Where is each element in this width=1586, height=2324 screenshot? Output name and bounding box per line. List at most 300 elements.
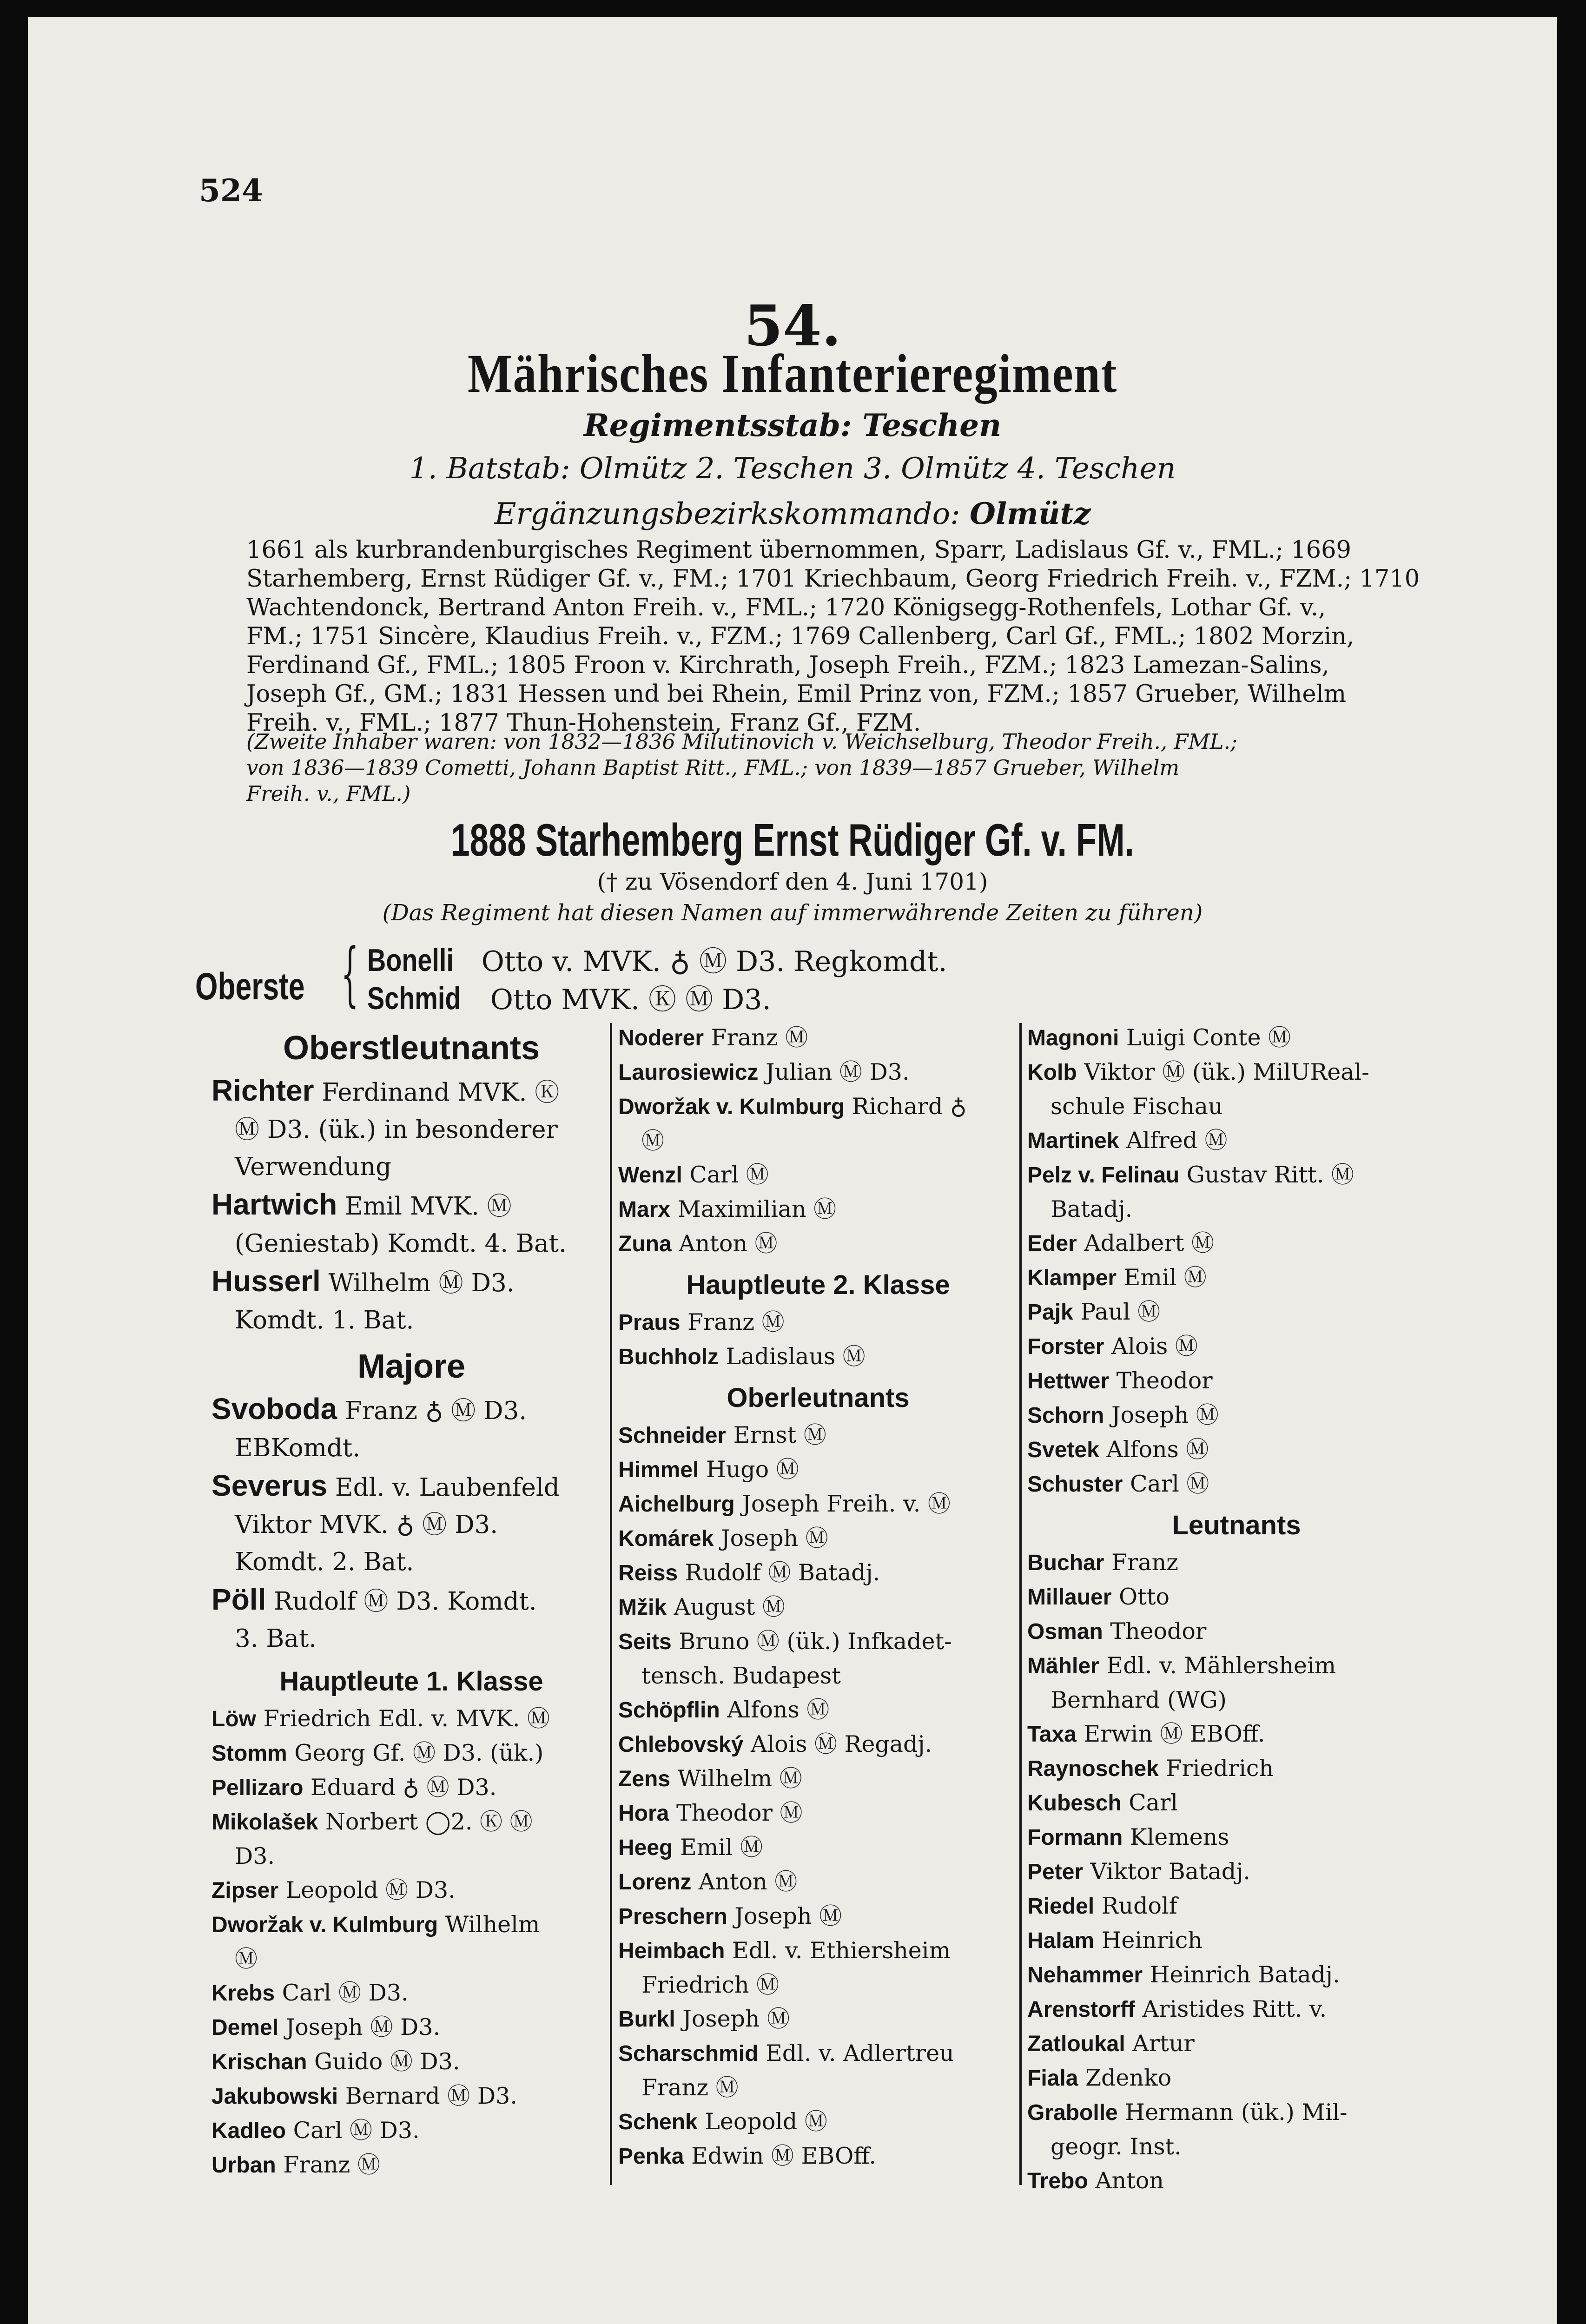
entry-line bbox=[618, 1796, 1018, 1830]
entry-line bbox=[211, 1072, 611, 1111]
officer-details: Carl bbox=[1129, 1789, 1178, 1816]
officer-details: Joseph Freih. v. Ⓜ bbox=[742, 1491, 951, 1517]
officer-details: Anton Ⓜ bbox=[679, 1230, 778, 1257]
officer-details: Ladislaus Ⓜ bbox=[726, 1343, 866, 1370]
officer-details: Viktor Batadj. bbox=[1090, 1858, 1250, 1885]
entry-line bbox=[1027, 1751, 1446, 1786]
entry-line bbox=[618, 2105, 1018, 2139]
entry-line bbox=[1027, 1580, 1446, 1614]
entry-line bbox=[618, 1418, 1018, 1452]
entry-line bbox=[618, 1452, 1018, 1487]
entry-line bbox=[211, 2045, 611, 2079]
officer-details: Heinrich Batadj. bbox=[1150, 1961, 1340, 1988]
officer-name: Mähler bbox=[1027, 1654, 1099, 1678]
officer-entry bbox=[1027, 1614, 1446, 1649]
officer-entry bbox=[211, 1908, 611, 1976]
regimental-staff: Regimentsstab: Teschen bbox=[583, 407, 1002, 443]
officer-entry bbox=[618, 1556, 1018, 1590]
officer-details: Otto MVK. Ⓚ Ⓜ D3. bbox=[490, 984, 771, 1016]
officer-name: Schöpflin bbox=[618, 1698, 720, 1723]
officer-entry bbox=[618, 1521, 1018, 1556]
entry-line bbox=[211, 2010, 611, 2045]
officer-details: Klemens bbox=[1130, 1824, 1229, 1850]
officer-details: Alois Ⓜ bbox=[1111, 1333, 1198, 1360]
entry-line bbox=[618, 1762, 1018, 1796]
officer-name: Heeg bbox=[618, 1835, 673, 1860]
entry-line bbox=[618, 1865, 1018, 1899]
entry-line bbox=[618, 1693, 1018, 1727]
officer-entry bbox=[618, 1796, 1018, 1830]
officer-name: Zatloukal bbox=[1027, 2032, 1125, 2056]
entry-continuation: Viktor MVK. ♁ Ⓜ D3. bbox=[235, 1511, 498, 1539]
officer-details: Emil Ⓜ bbox=[1123, 1264, 1207, 1291]
officer-entry bbox=[1027, 1958, 1446, 1992]
recruiting-command bbox=[28, 496, 1557, 531]
officer-name: Marx bbox=[618, 1197, 671, 1222]
entry-line bbox=[618, 1556, 1018, 1590]
entry-line bbox=[618, 1055, 1018, 1089]
rank-heading: Leutnants bbox=[1172, 1510, 1301, 1540]
officer-details: Alfons Ⓜ bbox=[727, 1697, 830, 1723]
officer-entry bbox=[618, 1830, 1018, 1865]
rank-heading: Oberstleutnants bbox=[283, 1030, 540, 1067]
officer-details: Luigi Conte Ⓜ bbox=[1126, 1024, 1291, 1051]
regiment-name-note: (Das Regiment hat diesen Namen auf immerwährende Zeiten zu führen) bbox=[382, 900, 1203, 926]
entry-line bbox=[1027, 2095, 1446, 2130]
officer-entry bbox=[618, 2002, 1018, 2036]
officer-entry bbox=[211, 1390, 611, 1467]
officer-details: Leopold Ⓜ D3. bbox=[285, 1877, 456, 1903]
officer-details: Edl. v. Adlertreu bbox=[766, 2040, 954, 2067]
entry-line bbox=[211, 1467, 611, 1506]
officer-entry bbox=[618, 2036, 1018, 2105]
officer-name: Eder bbox=[1027, 1231, 1077, 1256]
officer-name: Krischan bbox=[211, 2050, 307, 2074]
entry-continuation: EBKomdt. bbox=[235, 1434, 361, 1462]
officer-name: Taxa bbox=[1027, 1722, 1077, 1747]
officer-details: Friedrich Edl. v. MVK. Ⓜ bbox=[263, 1705, 550, 1732]
officer-name: Hartwich bbox=[211, 1188, 337, 1221]
officer-entry bbox=[618, 1192, 1018, 1227]
entry-continuation: Komdt. 1. Bat. bbox=[235, 1306, 414, 1334]
officer-entry bbox=[211, 2010, 611, 2045]
entry-line bbox=[211, 1186, 611, 1225]
entry-continuation: Bernhard (WG) bbox=[1051, 1687, 1227, 1713]
officer-name: Dworžak v. Kulmburg bbox=[618, 1095, 845, 1119]
officer-name: Arenstorff bbox=[1027, 1997, 1136, 2022]
officer-name: Chlebovský bbox=[618, 1732, 744, 1757]
officer-details: Joseph Ⓜ D3. bbox=[285, 2014, 441, 2040]
column-divider bbox=[1019, 1023, 1022, 2185]
entry-line bbox=[1027, 1923, 1446, 1958]
officer-name: Laurosiewicz bbox=[618, 1060, 759, 1085]
officer-entry bbox=[1027, 1158, 1446, 1226]
officer-name: Schuster bbox=[1027, 1472, 1123, 1497]
officer-name: Komárek bbox=[618, 1526, 714, 1551]
officer-entry bbox=[618, 1865, 1018, 1899]
officer-name: Burkl bbox=[618, 2007, 675, 2032]
officer-details: Franz ♁ Ⓜ D3. bbox=[345, 1397, 527, 1425]
second-owners-line: von 1836—1839 Cometti, Johann Baptist Ritt., FML.; von 1839—1857 Grueber, Wilhelm bbox=[246, 755, 1180, 780]
entry-continuation: Ⓜ D3. (ük.) in besonderer bbox=[235, 1116, 558, 1144]
entry-line bbox=[211, 1390, 611, 1430]
entry-line bbox=[211, 1736, 611, 1770]
officer-details: Edl. v. Ethiersheim bbox=[732, 1937, 951, 1964]
officer-details: Aristides Ritt. v. bbox=[1142, 1996, 1327, 2022]
officer-name: Nehammer bbox=[1027, 1963, 1143, 1987]
officer-details: Friedrich bbox=[1166, 1755, 1274, 1782]
officer-name: Hora bbox=[618, 1801, 669, 1826]
officer-name: Heimbach bbox=[618, 1939, 725, 1963]
officer-details: Alois Ⓜ Regadj. bbox=[751, 1731, 932, 1757]
officer-name: Halam bbox=[1027, 1928, 1095, 1953]
officer-name: Formann bbox=[1027, 1825, 1123, 1850]
officer-details: Edwin Ⓜ EBOff. bbox=[691, 2143, 876, 2169]
entry-line bbox=[211, 1908, 611, 1942]
entry-continuation: Ⓜ bbox=[235, 1946, 258, 1972]
entry-line bbox=[1027, 1433, 1446, 1467]
entry-line bbox=[618, 1521, 1018, 1556]
entry-line bbox=[1027, 1467, 1446, 1501]
entry-line bbox=[618, 1158, 1018, 1192]
officer-name: Svetek bbox=[1027, 1438, 1099, 1462]
officer-name: Raynoschek bbox=[1027, 1756, 1159, 1781]
entry-continuation: 3. Bat. bbox=[235, 1624, 317, 1653]
officer-entry bbox=[618, 1227, 1018, 1261]
officer-details: Wilhelm Ⓜ bbox=[677, 1765, 802, 1792]
officer-entry bbox=[211, 1072, 611, 1186]
officer-details: Emil MVK. Ⓜ bbox=[345, 1192, 512, 1221]
officer-details: Georg Gf. Ⓜ D3. (ük.) bbox=[294, 1740, 544, 1766]
officer-entry bbox=[618, 1590, 1018, 1624]
roster-column-2 bbox=[618, 1021, 1018, 2173]
officer-name: Husserl bbox=[211, 1264, 321, 1298]
officer-entry bbox=[618, 2139, 1018, 2173]
entry-continuation: schule Fischau bbox=[1051, 1093, 1223, 1120]
officer-details: Gustav Ritt. Ⓜ bbox=[1186, 1162, 1354, 1188]
officer-entry bbox=[1027, 1992, 1446, 2027]
officer-entry bbox=[1027, 1580, 1446, 1614]
entry-line bbox=[618, 1089, 1018, 1124]
officer-entry bbox=[211, 1702, 611, 1736]
officer-entry bbox=[618, 1727, 1018, 1762]
officer-details: Franz Ⓜ bbox=[711, 1024, 808, 1051]
officer-entry bbox=[1027, 1329, 1446, 1364]
officer-entry bbox=[1027, 1545, 1446, 1580]
officer-details: Joseph Ⓜ bbox=[682, 2006, 790, 2032]
officer-details: Norbert ◯2. Ⓚ Ⓜ bbox=[325, 1809, 533, 1835]
officer-name: Pellizaro bbox=[211, 1776, 304, 1800]
officer-entry bbox=[211, 1186, 611, 1262]
officer-entry bbox=[618, 1418, 1018, 1452]
owner-death-note: († zu Vösendorf den 4. Juni 1701) bbox=[597, 868, 988, 895]
officer-name: Mikolašek bbox=[211, 1810, 318, 1835]
entry-line bbox=[618, 2036, 1018, 2071]
rank-heading: Hauptleute 1. Klasse bbox=[279, 1666, 543, 1697]
officer-details: Erwin Ⓜ EBOff. bbox=[1084, 1721, 1265, 1747]
officer-details: Theodor bbox=[1116, 1367, 1213, 1394]
entry-continuation: Ⓜ bbox=[641, 1128, 665, 1154]
entry-line bbox=[211, 1976, 611, 2010]
officer-name: Bonelli bbox=[367, 943, 454, 978]
officer-entry bbox=[1027, 1295, 1446, 1329]
officer-details: Paul Ⓜ bbox=[1080, 1299, 1161, 1325]
entry-line bbox=[1027, 2164, 1446, 2198]
officer-entry bbox=[211, 1976, 611, 2010]
officer-entry bbox=[618, 1089, 1018, 1158]
officer-entry bbox=[618, 1340, 1018, 1374]
officer-details: Edl. v. Mählersheim bbox=[1106, 1652, 1336, 1679]
officer-entry bbox=[1027, 1649, 1446, 1717]
officer-entry bbox=[618, 1055, 1018, 1089]
officer-details: Richard ♁ bbox=[852, 1093, 967, 1120]
officer-entry bbox=[211, 1581, 611, 1657]
officer-details: Leopold Ⓜ bbox=[705, 2108, 827, 2135]
entry-line bbox=[211, 1770, 611, 1805]
officer-details: Anton bbox=[1095, 2167, 1164, 2194]
history-line: 1661 als kurbrandenburgisches Regiment übernommen, Sparr, Ladislaus Gf. v., FML.; 1669 bbox=[246, 536, 1351, 564]
entry-line bbox=[211, 1873, 611, 1908]
officer-name: Schenk bbox=[618, 2110, 698, 2134]
officer-name: Demel bbox=[211, 2015, 279, 2040]
entry-line bbox=[618, 1192, 1018, 1227]
officer-details: Adalbert Ⓜ bbox=[1084, 1230, 1214, 1256]
officer-entry bbox=[211, 2079, 611, 2113]
officer-name: Fiala bbox=[1027, 2066, 1078, 2091]
officer-details: Eduard ♁ Ⓜ D3. bbox=[311, 1774, 497, 1801]
officer-name: Buchar bbox=[1027, 1551, 1104, 1575]
rank-heading: Majore bbox=[357, 1348, 466, 1385]
officer-name: Buchholz bbox=[618, 1345, 719, 1369]
history-line: Freih. v., FML.; 1877 Thun-Hohenstein, Franz Gf., FZM. bbox=[246, 709, 921, 737]
officer-name: Pöll bbox=[211, 1583, 266, 1616]
officer-entry bbox=[211, 1736, 611, 1770]
officer-entry bbox=[618, 1762, 1018, 1796]
officer-details: Carl Ⓜ D3. bbox=[293, 2117, 420, 2144]
rank-heading: Hauptleute 2. Klasse bbox=[686, 1270, 950, 1300]
officer-name: Richter bbox=[211, 1074, 314, 1107]
officer-name: Hettwer bbox=[1027, 1369, 1110, 1393]
officer-details: Franz Ⓜ bbox=[687, 1309, 785, 1335]
entry-line bbox=[1027, 1855, 1446, 1889]
officer-entry bbox=[1027, 2095, 1446, 2164]
officer-entry bbox=[1027, 1364, 1446, 1398]
entry-line bbox=[1027, 1261, 1446, 1295]
entry-line bbox=[1027, 1398, 1446, 1433]
officer-details: Alfons Ⓜ bbox=[1106, 1436, 1209, 1463]
officer-entry bbox=[1027, 1433, 1446, 1467]
officer-entry bbox=[211, 2045, 611, 2079]
entry-line bbox=[1027, 1649, 1446, 1683]
officer-name: Lorenz bbox=[618, 1870, 692, 1895]
regiment-owner: 1888 Starhemberg Ernst Rüdiger Gf. v. FM. bbox=[451, 814, 1134, 865]
recruiting-command-label: Ergänzungsbezirkskommando: bbox=[494, 497, 960, 531]
officer-details: August Ⓜ bbox=[674, 1594, 785, 1620]
entry-line bbox=[211, 1702, 611, 1736]
history-line: Joseph Gf., GM.; 1831 Hessen und bei Rhein, Emil Prinz von, FZM.; 1857 Grueber, Wilhelm bbox=[246, 680, 1347, 708]
officer-name: Wenzl bbox=[618, 1163, 682, 1188]
officer-name: Stomm bbox=[211, 1741, 287, 1766]
officer-entry bbox=[1027, 1786, 1446, 1820]
officer-details: Joseph Ⓜ bbox=[721, 1525, 828, 1552]
officer-details: Otto bbox=[1118, 1584, 1170, 1610]
entry-continuation: Friedrich Ⓜ bbox=[641, 1972, 780, 1998]
entry-line bbox=[211, 1581, 611, 1620]
officer-name: Forster bbox=[1027, 1334, 1104, 1359]
officer-name: Mžik bbox=[618, 1595, 667, 1620]
officer-details: Maximilian Ⓜ bbox=[677, 1196, 837, 1222]
officer-name: Urban bbox=[211, 2153, 276, 2178]
entry-continuation: D3. bbox=[235, 1843, 275, 1869]
entry-line bbox=[618, 1899, 1018, 1934]
officer-name: Noderer bbox=[618, 1026, 704, 1050]
officer-entry bbox=[211, 1467, 611, 1581]
officer-details: Emil Ⓜ bbox=[680, 1834, 763, 1861]
officer-name: Seits bbox=[618, 1630, 672, 1654]
entry-line bbox=[618, 1624, 1018, 1659]
officer-entry bbox=[618, 1624, 1018, 1693]
officer-name: Zipser bbox=[211, 1878, 279, 1903]
officer-details: Bernard Ⓜ D3. bbox=[345, 2083, 517, 2109]
officer-entry bbox=[211, 2113, 611, 2148]
officer-entry bbox=[618, 1899, 1018, 1934]
entry-line bbox=[1027, 1123, 1446, 1158]
officer-entry bbox=[211, 1770, 611, 1805]
officer-details: Hermann (ük.) Mil- bbox=[1125, 2099, 1348, 2126]
officer-name: Kadleo bbox=[211, 2119, 286, 2143]
entry-line bbox=[1027, 2027, 1446, 2061]
officer-entry bbox=[1027, 1055, 1446, 1123]
oberste-label: Oberste bbox=[195, 965, 305, 1008]
officer-details: Joseph Ⓜ bbox=[1111, 1402, 1219, 1428]
entry-line bbox=[618, 1305, 1018, 1340]
officer-details: Viktor Ⓜ (ük.) MilUReal- bbox=[1084, 1059, 1369, 1085]
officer-entry bbox=[618, 1158, 1018, 1192]
officer-entry bbox=[618, 1305, 1018, 1340]
entry-continuation: Batadj. bbox=[1051, 1196, 1133, 1222]
officer-entry bbox=[211, 1873, 611, 1908]
officer-name: Millauer bbox=[1027, 1585, 1112, 1610]
officer-details: Anton Ⓜ bbox=[698, 1868, 798, 1895]
entry-line bbox=[211, 2079, 611, 2113]
officer-name: Martinek bbox=[1027, 1129, 1119, 1153]
officer-details: Otto v. MVK. ♁ Ⓜ D3. Regkomdt. bbox=[481, 945, 947, 978]
entry-continuation: geogr. Inst. bbox=[1051, 2133, 1182, 2160]
roster-column-3 bbox=[1027, 1021, 1446, 2198]
officer-entry bbox=[618, 1487, 1018, 1521]
entry-line bbox=[1027, 1614, 1446, 1649]
officer-name: Scharschmid bbox=[618, 2041, 759, 2066]
entry-line bbox=[1027, 1992, 1446, 2027]
officer-details: Alfred Ⓜ bbox=[1126, 1127, 1228, 1154]
officer-name: Trebo bbox=[1027, 2169, 1088, 2193]
officer-name: Löw bbox=[211, 1707, 256, 1731]
entry-continuation: Komdt. 2. Bat. bbox=[235, 1548, 414, 1576]
officer-entry bbox=[211, 1805, 611, 1873]
officer-name: Pajk bbox=[1027, 1300, 1073, 1325]
officer-entry bbox=[618, 1452, 1018, 1487]
officer-entry bbox=[1027, 1226, 1446, 1261]
entry-line bbox=[618, 2139, 1018, 2173]
officer-name: Penka bbox=[618, 2144, 684, 2169]
second-owners bbox=[246, 729, 1464, 807]
officer-name: Kolb bbox=[1027, 1060, 1077, 1085]
officer-name: Osman bbox=[1027, 1619, 1103, 1644]
officer-name: Severus bbox=[211, 1469, 328, 1502]
officer-name: Zens bbox=[618, 1767, 671, 1791]
officer-name: Riedel bbox=[1027, 1894, 1095, 1919]
officer-name: Zuna bbox=[618, 1232, 672, 1256]
officer-name: Praus bbox=[618, 1310, 681, 1335]
officer-details: Theodor Ⓜ bbox=[676, 1800, 803, 1826]
oberste-entry bbox=[367, 977, 771, 1017]
officer-name: Grabolle bbox=[1027, 2100, 1118, 2125]
officer-entry bbox=[1027, 1123, 1446, 1158]
entry-line bbox=[618, 1590, 1018, 1624]
officer-name: Reiss bbox=[618, 1561, 678, 1585]
regiment-history bbox=[246, 536, 1464, 738]
officer-entry bbox=[1027, 1261, 1446, 1295]
officer-details: Joseph Ⓜ bbox=[734, 1903, 842, 1929]
history-line: FM.; 1751 Sincère, Klaudius Freih. v., FZM.; 1769 Callenberg, Carl Gf., FML.; 1802 Morzin, bbox=[246, 623, 1355, 650]
officer-details: Theodor bbox=[1110, 1618, 1207, 1644]
officer-details: Wilhelm Ⓜ D3. bbox=[328, 1269, 515, 1297]
oberste-entry bbox=[367, 939, 947, 979]
officer-name: Klamper bbox=[1027, 1266, 1117, 1290]
officer-details: Zdenko bbox=[1085, 2065, 1172, 2091]
regiment-title: Mährisches Infanterieregiment bbox=[468, 343, 1117, 404]
officer-entry bbox=[1027, 1467, 1446, 1501]
entry-continuation: Verwendung bbox=[235, 1153, 392, 1181]
officer-details: Carl Ⓜ bbox=[1130, 1471, 1209, 1497]
entry-line bbox=[211, 2148, 611, 2182]
history-line: Ferdinand Gf., FML.; 1805 Froon v. Kirchrath, Joseph Freih., FZM.; 1823 Lamezan-Salins, bbox=[246, 652, 1329, 679]
entry-line bbox=[618, 1830, 1018, 1865]
officer-details: Rudolf Ⓜ Batadj. bbox=[685, 1559, 880, 1586]
officer-details: Franz bbox=[1111, 1549, 1178, 1576]
officer-entry bbox=[1027, 1820, 1446, 1855]
entry-line bbox=[1027, 1295, 1446, 1329]
entry-line bbox=[1027, 2061, 1446, 2095]
officer-details: Julian Ⓜ D3. bbox=[766, 1059, 910, 1085]
officer-name: Dworžak v. Kulmburg bbox=[211, 1913, 438, 1937]
entry-line bbox=[1027, 1158, 1446, 1192]
officer-details: Edl. v. Laubenfeld bbox=[335, 1473, 560, 1502]
officer-details: Carl Ⓜ D3. bbox=[282, 1980, 409, 2006]
entry-continuation: tensch. Budapest bbox=[641, 1663, 841, 1689]
officer-entry bbox=[618, 1934, 1018, 2002]
entry-line bbox=[1027, 1364, 1446, 1398]
page-number: 524 bbox=[199, 172, 263, 209]
officer-entry bbox=[1027, 1398, 1446, 1433]
officer-details: Ferdinand MVK. Ⓚ bbox=[322, 1078, 560, 1107]
officer-details: Ernst Ⓜ bbox=[733, 1422, 826, 1448]
entry-line bbox=[211, 2113, 611, 2148]
officer-details: Guido Ⓜ D3. bbox=[314, 2048, 460, 2075]
officer-details: Wilhelm bbox=[445, 1911, 540, 1938]
officer-details: Rudolf Ⓜ D3. Komdt. bbox=[274, 1587, 537, 1616]
brace-icon: { bbox=[341, 934, 359, 1015]
entry-line bbox=[1027, 1021, 1446, 1055]
entry-line bbox=[618, 1934, 1018, 1968]
officer-name: Schneider bbox=[618, 1423, 727, 1448]
officer-name: Pelz v. Felinau bbox=[1027, 1163, 1180, 1188]
officer-entry bbox=[1027, 2164, 1446, 2198]
entry-line bbox=[1027, 1545, 1446, 1580]
entry-line bbox=[1027, 1329, 1446, 1364]
entry-line bbox=[618, 1021, 1018, 1055]
officer-entry bbox=[1027, 1717, 1446, 1751]
